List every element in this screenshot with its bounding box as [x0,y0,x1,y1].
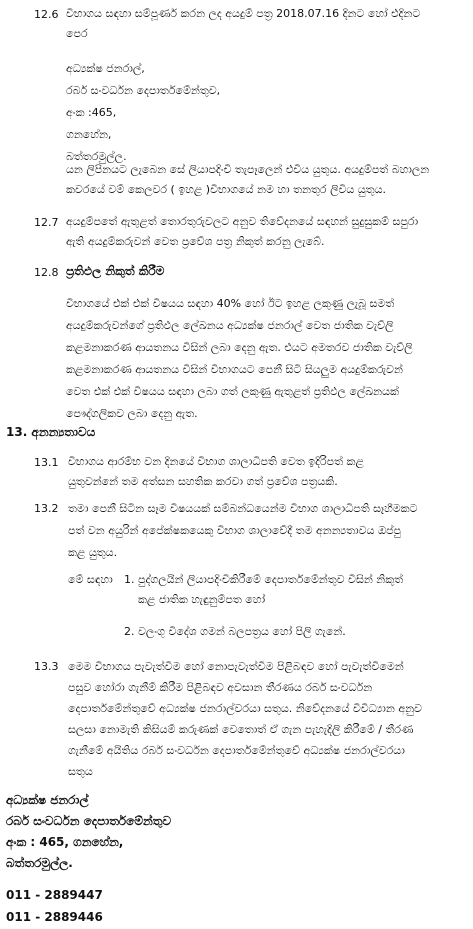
text-line: සතුය [68,765,93,778]
section-13-2-number: 13.2 [34,502,59,515]
text-line: කළමනාකරණ ආයතනය විසින් ලබා දෙනු ඇත. එයට අමතරව ජාතික වැව්ලි [66,341,413,354]
text-line: කළ යුතුය. [68,546,118,559]
text-line: අයදුම්පතේ ඇතුළත් තොරතුරුවලට අනුව තිවේදනයේ සඳහන් සුදුසුකම් සපුරා [66,215,419,228]
text-line: පෞද්ගලිකව ලබා දෙනු ඇත. [66,407,198,420]
section-12-8-number: 12.8 [34,266,59,279]
text-line: යන ලිපිනයට ලැබෙන සේ ලියාපදිංචි තැපෑලෙන් එවිය යුතුය. අයදුම්පත් බහාලන [66,163,430,176]
text-line: පුද්ගලයින් ලියාපදිංචිකිරීමේ දෙපාර්තමේන්තුව විසින් නිකුත් [138,573,404,586]
text-line: ගැනීමේ අයිතිය රබර් සංවර්ධන දෙපාර්තමේන්තුවේ අධ්‍යක්ෂ ජනරාල්වරයා [68,744,405,757]
signature-line: බත්තරමුල්ල. [6,856,73,870]
text-line: කවරයේ වම් කෙලවර ( ඉහළ )විභාගයේ නම හා තනතුර ලිවිය යුතුය. [66,183,387,196]
text-line: වලංගු විදේශ ගමන් බලපත්‍රය හෝ පිලි ගැනේ. [138,625,346,638]
section-12-6-note [66,160,461,200]
phone-number: 011 - 2889447 [6,888,103,902]
id-item-text [138,622,346,642]
phone-block [6,884,103,928]
text-line: මෙම විභාගය පැවැත්වීම හෝ නොපැවැත්වීම පිළිබඳව හෝ පැවැත්වීමෙන් [68,660,404,673]
address-line: ගනහේන, [66,128,112,141]
signature-block [6,790,171,874]
text-line: දෙපාර්තමේන්තුවේ අධ්‍යක්ෂ ජනරාල්වරයා සතුය. නිවේදනයේ විවිධ්‍යාන අනුව [68,702,422,715]
text-line: පත් වන අයුරින් අපේක්ෂකයෙකු විභාග ශාලාවේදී තම අනන්‍යතාවය ඔප්පු [68,524,402,537]
text-line: විභාගයේ එක් එක් විෂයය සඳහා 40% හෝ ඊට ඉහළ ලකුණු ලැබූ සමත් [66,297,395,310]
text-line: වෙත එක් එක් විෂයය සඳහා ලබා ගත් ලකුණු ඇතුළත් ප්‍රතිඵල ලේඛනයක් [66,385,399,398]
text-line: ඇති අයදුම්කරුවන් වෙත ප්‍රවේශ පත්‍ර නිකුත් කරනු ලැබේ. [66,235,325,248]
section-12-7-text [66,212,461,252]
signature-line: අධ්‍යක්ෂ ජනරාල් [6,793,89,807]
address-line: අංක :465, [66,106,117,119]
address-block [66,58,220,168]
id-item-number: 1. [124,573,135,586]
address-line: බත්තරමුල්ල. [66,150,127,163]
signature-line: රබර් සංවර්ධන දෙපාර්තමේන්තුව [6,814,172,828]
section-13-heading: 13. අනන්‍යතාවය [6,425,96,439]
id-item-number: 2. [124,625,135,638]
text-line: අයදුම්කරුවන්ගේ ප්‍රතිඵල ලේඛනය අධ්‍යක්ෂ ජනරාල් වෙත ජාතික වැව්ලි [66,319,394,332]
text-line: සලසා නොමැති කිසියම් කරුණක් වෙතොත් ඒ ගැන පැහැදිලි කිරීමේ / තීරණ [68,723,414,736]
text-line: විභාගය ආරම්භ වන දිනයේ විභාග ශාලාධිපති වෙත ඉදිරිපත් කළ [68,455,364,468]
section-13-1-text [68,452,448,492]
text-line: කළමනාකරණ ආයතනය විසින් විභාගයට පෙනී සිටි සියලුම අයදුම්කරුවන් [66,363,403,376]
text-line: පසුව හෝරා ගැනීම් කිරීම පිළිබඳව අවසාන තීරණය රබර් සංවර්ධන [68,681,373,694]
section-12-8-title: ප්‍රතිඵල නිකුත් කිරීම [66,264,165,278]
section-12-7-number: 12.7 [34,216,59,229]
section-13-1-number: 13.1 [34,456,59,469]
text-line: කළ ජාතික හැඳුනුම්පත හෝ [138,593,266,606]
phone-number: 011 - 2889446 [6,910,103,924]
section-12-6-number: 12.6 [34,8,59,21]
section-12-8-text [66,293,461,425]
address-line: රබර් සංවර්ධන දෙපාර්තමේන්තුව, [66,84,221,97]
address-line: අධ්‍යක්ෂ ජනරාල්, [66,62,145,75]
id-prefix: මේ සඳහා [68,573,113,586]
section-13-3-number: 13.3 [34,660,59,673]
section-13-2-text [68,498,448,564]
text-line: තමා පෙනී සිටින සෑම විෂයයක් සම්බන්ධයෙන්ම විභාග ශාලාධිපති සෑහීමකට [68,502,418,515]
text-line: පෙර [66,27,88,40]
text-line: යුතුවන්නේ තම අත්සන සහතික කරවා ගත් ප්‍රවේශ පත්‍රයකි. [68,475,338,488]
section-12-6-intro [66,4,461,44]
signature-line: අංක : 465, ගනහේන, [6,835,124,849]
section-13-3-text [68,656,463,782]
id-item-text [138,570,403,610]
text-line: විභාගය සඳහා සම්පූර්ණ කරන ලද අයදුම් පත්‍ර 2018.07.16 දිනට හෝ එදිනට [66,7,421,20]
